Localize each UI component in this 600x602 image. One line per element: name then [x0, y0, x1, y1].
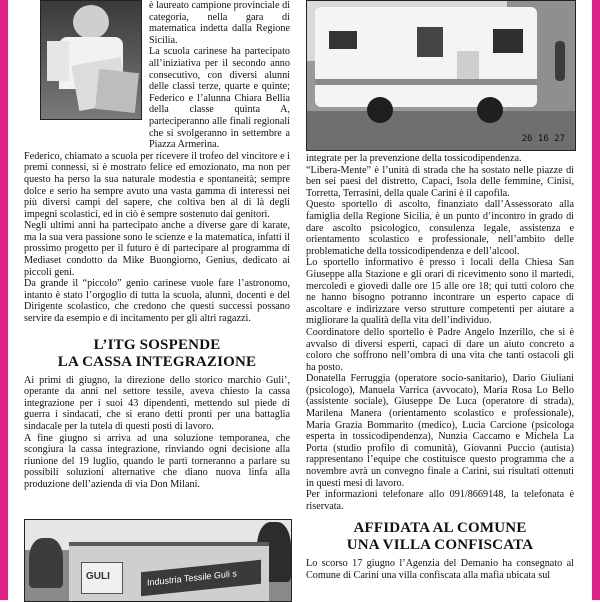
article-paragraph: Da grande il “piccolo” genio carinese vuole fare l’astronomo, intanto è stato l’orgoglio di tutta la scuola, alunni, docenti e del Dirigente scolastico, che credono che questi successi possano servire da esempio e di incitamento per gli altri ragazzi. [24, 278, 290, 325]
article-paragraph: Per informazioni telefonare allo 091/8669148, la telefonata è riservata. [306, 489, 574, 512]
headline-line: AFFIDATA AL COMUNE [353, 520, 527, 537]
article-paragraph: Coordinatore dello sportello è Padre Angelo Inzerillo, che si è avvalso di diversi esperti, capaci di dare un aiuto concreto a coloro che soffrono nell’ombra di una vita che tanti ostacoli gli ha posto. [306, 326, 574, 373]
article-paragraph: “Libera-Mente” è l’unità di strada che ha sostato nelle piazze di ben sei paesi del distretto, Capaci, Isola delle femmine, Cinisi, Torretta, Terrasini, della quale Carini è il capofila. [306, 164, 574, 199]
article-paragraph: Questo sportello di ascolto, finanziato dall’Assessorato alla famiglia della Regione Sicilia, è un punto d’incontro in grado di dare ascolto psicologico, consulenza legale, assistenza e orientamento scolastico e professionale, nell’ambito delle problematiche della tossicodipendenza e dell’alcool. [306, 199, 574, 257]
headline-line: UNA VILLA CONFISCATA [346, 537, 534, 554]
factory-sign-logo: GULI [86, 571, 110, 582]
headline-line: L’ITG SOSPENDE [93, 336, 221, 353]
headline-line: LA CASSA INTEGRAZIONE [57, 353, 257, 370]
article-paragraph: La scuola carinese ha partecipato all’iniziativa per il secondo anno consecutivo, con diversi alunni delle classi terze, quarte e quinte; Federico e l’alunna Chiara Bellia della classe quinta A, parteciperanno alle finali regionali che si svolgeranno in settembre a Piazza Armerina. [149, 46, 290, 151]
article-paragraph: Lo scorso 17 giugno l’Agenzia del Demanio ha consegnato al Comune di Carini una villa confiscata alla mafia ubicata sul [306, 558, 574, 581]
photo-caption-text: è laureato campione provinciale di categoria, nella gara di matematica indetta dalla Regione Sicilia. [149, 0, 290, 46]
article-paragraph: Negli ultimi anni ha partecipato anche a diverse gare di karate, ma la sua vera passione sono le scienze e la matematica, infatti il prossimo progetto per il futuro è di partecipare al programma di Mediaset condotto da Mike Buongiorno, Genius, dedicato ai piccoli geni. [24, 220, 290, 278]
page-border-left [0, 0, 8, 600]
article-paragraph: integrate per la prevenzione della tossicodipendenza. [306, 153, 522, 164]
article-paragraph: Lo sportello informativo è presso i locali della Chiesa San Giuseppe alla Stazione e gli orari di ricevimento sono il martedi, mercoledi e giovedi dalle ore 15 alle ore 18; qui tutti coloro che ne hanno bisogno potranno incontrare un esperto capace di ascoltare e indirizzare verso strutture competenti per aiutare a migliorare la qualità della vita dell’individuo. [306, 257, 574, 327]
camper-photo [306, 0, 576, 151]
factory-photo [24, 519, 292, 602]
left-column [24, 0, 290, 491]
article-paragraph: Donatella Ferruggia (operatore socio-sanitario), Dario Giuliani (psicologo), Manuela Varrica (avvocato), Maria Rosa Lo Bello (assistente sociale), Giuseppe De Luca (operatore di strada), Marilena Manera (orientamento scolastico e professionale), Maria Grazia Bommarito (medico), Lucia Carcione (psicologa esperta in tossicodipendenza), Nunzia Caccamo e Michela La Porta (studio profilo di comunità), Giovanni Puccio (autista) rappresentano l’equipe che costituisce questo programma che a novembre avrà un convegno finale a Carini, sui risultati ottenuti in questi mesi di lavoro. [306, 373, 574, 489]
article-paragraph: A fine giugno si arriva ad una soluzione temporanea, che scongiura la cassa integrazione, rinviando ogni decisione alla riunione del 19 luglio, quando le parti torneranno a parlare su possibili soluzioni alternative che diano nuova linfa alla produzione dell’azienda di via Don Milani. [24, 432, 290, 490]
photo-timestamp: 26 16 27 [521, 134, 565, 144]
article-paragraph: Federico, chiamato a scuola per ricevere il trofeo del vincitore e i premi connessi, si è mostrato felice ed emozionato, ma non per questo ha perso la sua naturale modestia e spontaneità; sempre dolce e serio ha sempre avuto una vasta gamma di interessi nei più diversi campi del sapere, che coltiva ben al di là degli impegni scolastici, ed in ciò è sempre sostenuto dai genitori. [24, 150, 290, 220]
page-border-right [592, 0, 600, 600]
article-paragraph: Ai primi di giugno, la direzione dello storico marchio Guli’, operante da anni nel settore tessile, aveva chiesto la cassa integrazione per i suoi 43 dipendenti, mettendo sul piede di guerra i sindacati, che si erano detti pronti per una battaglia sindacale per la tutela di questi posti di lavoro. [24, 374, 290, 432]
factory-sign-text: Industria Tessile Guli s [147, 568, 237, 588]
right-column [306, 153, 574, 582]
